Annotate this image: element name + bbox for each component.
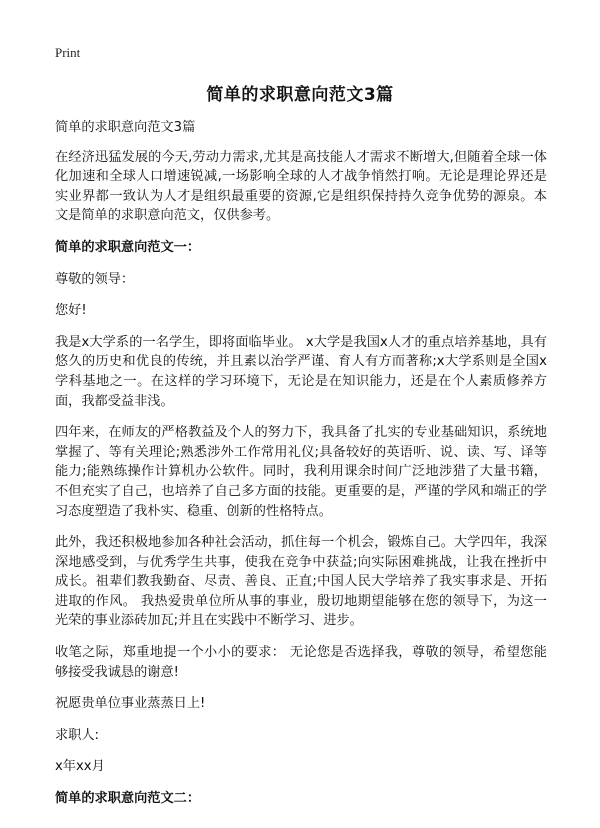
paragraph-4: 收笔之际，郑重地提一个小小的要求： 无论您是否选择我，尊敬的领导，希望您能够接受我诚恳的谢意! (55, 645, 547, 680)
document-body (55, 118, 547, 821)
intro-paragraph: 在经济迅猛发展的今天,劳动力需求,尤其是高技能人才需求不断增大,但随着全球一体化加速和全球人口增速锐减,一场影响全球的人才战争悄然打响。无论是理论界还是实业界都一致认为人才是组织最重要的资源,它是组织保持持久竞争优势的源泉。本文是简单的求职意向范文，仅供参考。 (55, 149, 547, 224)
salutation: 尊敬的领导： (55, 271, 135, 287)
paragraph-2: 四年来，在师友的严格教益及个人的努力下，我具备了扎实的专业基础知识，系统地掌握了、等有关理论;熟悉涉外工作常用礼仪;具备较好的英语听、说、读、写、译等能力;能熟练操作计算机办公软件。同时，我利用课余时间广泛地涉猎了大量书籍，不但充实了自己，也培养了自己多方面的技能。更重要的是，严谨的学风和端正的学习态度塑造了我朴实、稳重、创新的性格特点。 (55, 425, 547, 519)
document-subtitle: 简单的求职意向范文3篇 (55, 120, 196, 135)
print-label: Print (55, 45, 81, 60)
greeting: 您好! (55, 303, 87, 319)
paragraph-3: 此外，我还积极地参加各种社会活动，抓住每一个机会，锻炼自己。大学四年，我深深地感受到，与优秀学生共事，使我在竞争中获益;向实际困难挑战，让我在挫折中成长。祖辈们教我勤奋、尽责、善良、正直;中国人民大学培养了我实事求是、开拓进取的作风。 我热爱贵单位所从事的事业，殷切地期望能够在您的领导下，为这一光荣的事业添砖加瓦;并且在实践中不断学习、进步。 (55, 535, 547, 629)
section-heading-2: 简单的求职意向范文二： (55, 791, 201, 807)
section-heading-1: 简单的求职意向范文一： (55, 239, 201, 255)
applicant-line: 求职人: (55, 727, 100, 743)
date-line: x年xx月 (55, 759, 105, 775)
paragraph-1: 我是x大学系的一名学生，即将面临毕业。 x大学是我国x人才的重点培养基地，具有悠久的历史和优良的传统，并且素以治学严谨、育人有方而著称;x大学系则是全国x学科基地之一。在这样的学习环境下，无论是在知识能力，还是在个人素质修养方面，我都受益非浅。 (55, 334, 547, 409)
document-title: 简单的求职意向范文3篇 (206, 85, 394, 105)
closing-wish: 祝愿贵单位事业蒸蒸日上! (55, 696, 206, 712)
